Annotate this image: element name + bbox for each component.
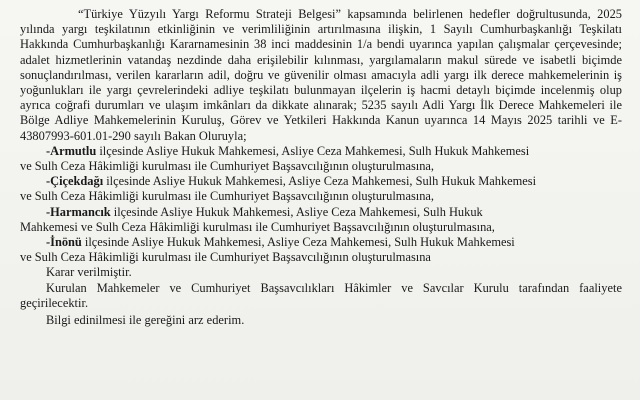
court-item-inonu — [20, 235, 622, 265]
location-name: -Harmancık — [46, 204, 111, 219]
establishment-paragraph: Kurulan Mahkemeler ve Cumhuriyet Başsavcılıkları Hâkimler ve Savcılar Kurulu tarafından faaliyete geçirilecektir. — [20, 280, 622, 310]
decision-line: Karar verilmiştir. — [46, 265, 132, 280]
item-text: ilçesinde Asliye Hukuk Mahkemesi, Asliye Ceza Mahkemesi, Sulh Hukuk Mahkemesi — [103, 174, 537, 189]
court-item-harmancik — [20, 205, 622, 235]
location-name: -İnönü — [46, 235, 82, 250]
location-name: -Çiçekdağı — [46, 174, 104, 189]
item-text-continued: ve Sulh Ceza Hâkimliği kurulması ile Cumhuriyet Başsavcılığının oluşturulmasına, — [20, 189, 434, 204]
court-item-armutlu — [20, 144, 622, 174]
court-item-cicekdagi — [20, 174, 622, 204]
item-text-continued: ve Sulh Ceza Hâkimliği kurulması ile Cumhuriyet Başsavcılığının oluşturulmasına — [20, 250, 431, 265]
item-text: ilçesinde Asliye Hukuk Mahkemesi, Asliye Ceza Mahkemesi, Sulh Hukuk — [110, 204, 483, 219]
item-text-continued: Mahkemesi ve Sulh Ceza Hâkimliği kurulması ile Cumhuriyet Başsavcılığının oluşturulmasına, — [20, 219, 495, 234]
item-text-continued: ve Sulh Ceza Hâkimliği kurulması ile Cumhuriyet Başsavcılığının oluşturulmasına, — [20, 159, 434, 174]
closing-line: Bilgi edinilmesi ile gereğini arz ederim. — [46, 313, 245, 328]
location-name: -Armutlu — [46, 143, 97, 158]
intro-paragraph: “Türkiye Yüzyılı Yargı Reformu Strateji Belgesi” kapsamında belirlenen hedefler doğrultusunda, 2025 yılında yargı teşkilatının etkinliğinin ve verimliliğinin artırılmasına ilişkin, 1 Sayılı Cumhurbaşkanlığı Teşkilatı Hakkında Cumhurbaşkanlığı Kararnamesinin 38 inci maddesinin 1/a bendi uyarınca yapılan çalışmalar çerçevesinde; adalet hizmetlerinin vatandaş nezdinde daha erişilebilir kılınması, yargılamaların makul sürede ve isabetli biçimde sonuçlandırılması, verilen kararların adil, doğru ve güvenilir olması amacıyla adli yargı ilk derece mahkemelerinin iş yoğunlukları ile yargı çevrelerindeki adliye teşkilatı bulunmayan ilçelerin iş hacmi detaylı biçimde incelenmiş olup ayrıca coğrafi durumları ve ulaşım imkânları da dikkate alınarak; 5235 sayılı Adli Yargı İlk Derece Mahkemeleri ile Bölge Adliye Mahkemelerinin Kuruluş, Görev ve Yetkileri Hakkında Kanun uyarınca 14 Mayıs 2025 tarihli ve E-43807993-601.01-290 sayılı Bakan Oluruyla; — [20, 7, 622, 143]
item-text: ilçesinde Asliye Hukuk Mahkemesi, Asliye Ceza Mahkemesi, Sulh Hukuk Mahkemesi — [81, 235, 515, 250]
item-text: ilçesinde Asliye Hukuk Mahkemesi, Asliye Ceza Mahkemesi, Sulh Hukuk Mahkemesi — [96, 143, 530, 158]
